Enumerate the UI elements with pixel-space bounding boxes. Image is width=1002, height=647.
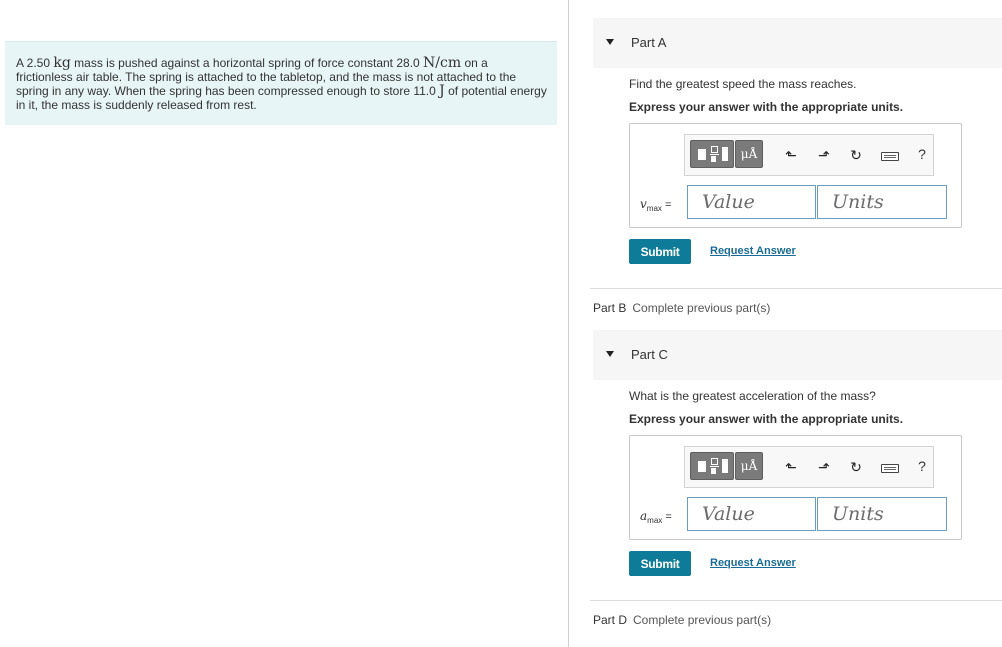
keyboard-icon[interactable]	[881, 152, 899, 161]
part-c-answer-box	[629, 435, 962, 540]
part-b-label: Part B	[593, 301, 627, 315]
part-c-question: What is the greatest acceleration of the mass?	[629, 389, 876, 403]
request-answer-link[interactable]: Request Answer	[710, 245, 796, 257]
units-input[interactable]	[817, 497, 947, 531]
reset-icon[interactable]: ↻	[850, 459, 862, 475]
templates-icon[interactable]	[690, 452, 734, 480]
pane-divider	[568, 0, 569, 647]
part-a-answer-box	[629, 123, 962, 228]
math-toolbar	[684, 134, 934, 176]
templates-icon[interactable]	[690, 140, 734, 168]
part-b-status: Complete previous part(s)	[632, 301, 771, 315]
undo-icon[interactable]: ⬑	[785, 459, 797, 475]
value-input[interactable]	[687, 185, 816, 219]
help-icon[interactable]: ?	[918, 458, 926, 474]
part-a-instruction: Express your answer with the appropriate units.	[629, 100, 904, 114]
variable-label: $v_{max}$ =	[640, 197, 672, 214]
keyboard-icon[interactable]	[881, 464, 899, 473]
unit-kg: kg	[53, 55, 71, 71]
part-a-question: Find the greatest speed the mass reaches.	[629, 77, 857, 91]
part-b-row	[593, 301, 770, 315]
part-d-label: Part D	[593, 613, 628, 627]
variable-label: $a_{max}$ =	[640, 509, 672, 526]
part-c-header[interactable]	[593, 330, 1002, 380]
part-d-row	[593, 613, 771, 627]
part-d-status: Complete previous part(s)	[633, 613, 772, 627]
value-input[interactable]	[687, 497, 816, 531]
collapse-triangle-icon[interactable]	[606, 39, 614, 45]
units-input[interactable]	[817, 185, 947, 219]
undo-icon[interactable]: ⬑	[785, 147, 797, 163]
unit-j: J	[439, 83, 445, 99]
units-icon[interactable]: μÅ	[735, 452, 763, 480]
separator	[590, 600, 1002, 601]
help-icon[interactable]: ?	[918, 146, 926, 162]
problem-statement: A 2.50 kg mass is pushed against a horizontal spring of force constant 28.0 N/cm on a frictionless air table. The spring is attached to the tabletop, and the mass is not attached to the spring in any way. When the spring has been compressed enough to store 11.0 J of potential energy in it, the mass is suddenly released from rest.	[5, 41, 557, 125]
reset-icon[interactable]: ↻	[850, 147, 862, 163]
math-toolbar	[684, 446, 934, 488]
part-c-instruction: Express your answer with the appropriate units.	[629, 412, 904, 426]
redo-icon[interactable]: ⬏	[818, 459, 830, 475]
separator	[590, 288, 1002, 289]
part-a-label: Part A	[631, 35, 667, 50]
redo-icon[interactable]: ⬏	[818, 147, 830, 163]
submit-button[interactable]: Submit	[629, 239, 691, 264]
request-answer-link[interactable]: Request Answer	[710, 557, 796, 569]
unit-n-per-cm: N/cm	[423, 55, 462, 71]
submit-button[interactable]: Submit	[629, 551, 691, 576]
units-icon[interactable]: μÅ	[735, 140, 763, 168]
part-a-header[interactable]	[593, 18, 1002, 68]
collapse-triangle-icon[interactable]	[606, 351, 614, 357]
part-c-label: Part C	[631, 347, 668, 362]
